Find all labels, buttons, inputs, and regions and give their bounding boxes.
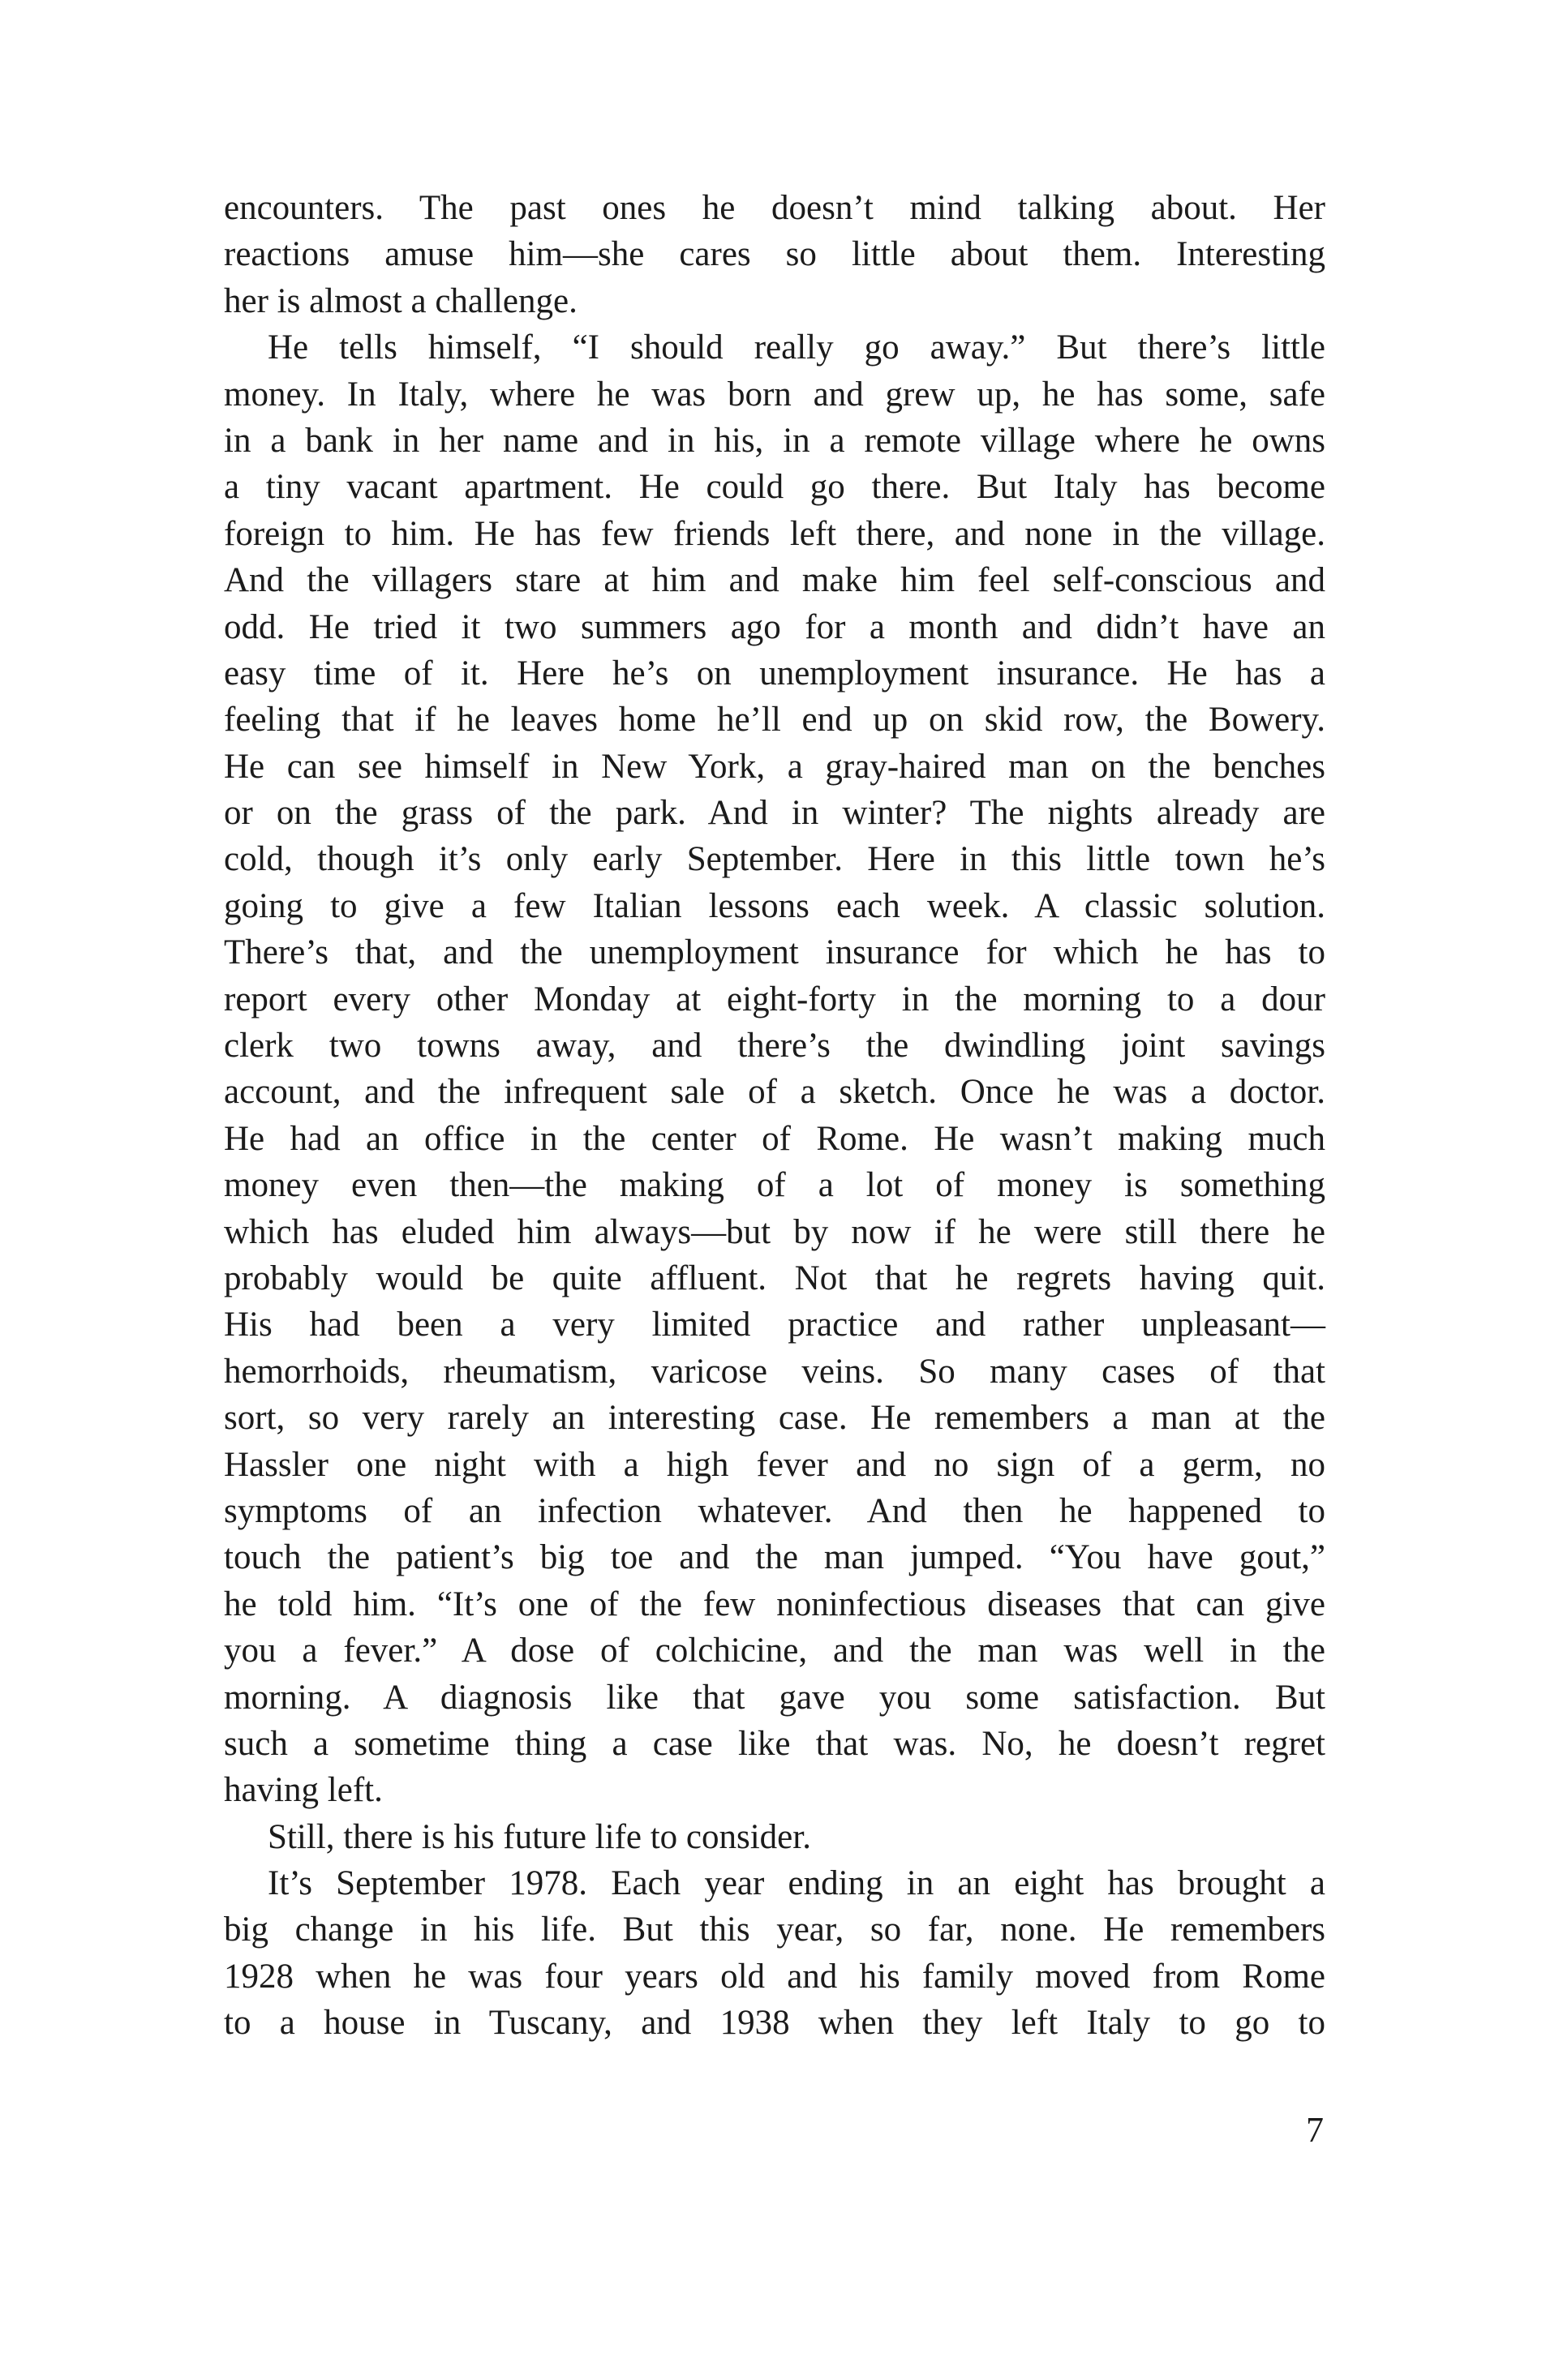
text-line-32: you a fever.” A dose of colchicine, and the man was well in the	[224, 1632, 1325, 1670]
text-line-23: which has eluded him always—but by now if he were still there he	[224, 1212, 1325, 1251]
text-line-6: in a bank in her name and in his, in a remote village where he owns	[224, 421, 1325, 460]
text-line-13: He can see himself in New York, a gray-haired man on the benches	[224, 747, 1325, 786]
text-line-9: And the villagers stare at him and make him feel self-conscious and	[224, 561, 1325, 600]
text-line-38: big change in his life. But this year, so far, none. He remembers	[224, 1910, 1325, 1949]
body-text	[224, 185, 1325, 2047]
text-line-11: easy time of it. Here he’s on unemployment insurance. He has a	[224, 654, 1325, 693]
text-line-14: or on the grass of the park. And in winter? The nights already are	[224, 794, 1325, 833]
text-line-17: There’s that, and the unemployment insurance for which he has to	[224, 933, 1325, 972]
text-line-3: her is almost a challenge.	[224, 281, 578, 320]
text-line-29: symptoms of an infection whatever. And then he happened to	[224, 1491, 1325, 1530]
text-line-31: he told him. “It’s one of the few noninfectious diseases that can give	[224, 1585, 1325, 1623]
text-line-25: His had been a very limited practice and rather unpleasant—	[224, 1306, 1325, 1344]
text-line-34: such a sometime thing a case like that was. No, he doesn’t regret	[224, 1724, 1325, 1763]
text-line-5: money. In Italy, where he was born and grew up, he has some, safe	[224, 375, 1325, 414]
text-line-20: account, and the infrequent sale of a sketch. Once he was a doctor.	[224, 1073, 1325, 1112]
text-line-18: report every other Monday at eight-forty in the morning to a dour	[224, 980, 1325, 1018]
text-line-30: touch the patient’s big toe and the man jumped. “You have gout,”	[224, 1538, 1325, 1577]
text-line-26: hemorrhoids, rheumatism, varicose veins. So many cases of that	[224, 1352, 1325, 1391]
text-line-4: He tells himself, “I should really go away.” But there’s little	[268, 328, 1325, 367]
text-line-24: probably would be quite affluent. Not that he regrets having quit.	[224, 1259, 1325, 1297]
text-line-10: odd. He tried it two summers ago for a month and didn’t have an	[224, 607, 1325, 646]
text-line-15: cold, though it’s only early September. Here in this little town he’s	[224, 840, 1325, 879]
text-line-40: to a house in Tuscany, and 1938 when they left Italy to go to	[224, 2004, 1325, 2043]
text-line-21: He had an office in the center of Rome. He wasn’t making much	[224, 1119, 1325, 1158]
text-line-27: sort, so very rarely an interesting case. He remembers a man at the	[224, 1399, 1325, 1438]
text-line-19: clerk two towns away, and there’s the dwindling joint savings	[224, 1027, 1325, 1066]
page-number: 7	[1306, 2110, 1324, 2150]
text-line-28: Hassler one night with a high fever and no sign of a germ, no	[224, 1445, 1325, 1484]
text-line-37: It’s September 1978. Each year ending in an eight has brought a	[268, 1864, 1325, 1903]
text-line-7: a tiny vacant apartment. He could go there. But Italy has become	[224, 468, 1325, 507]
text-line-12: feeling that if he leaves home he’ll end up on skid row, the Bowery.	[224, 701, 1325, 740]
text-line-39: 1928 when he was four years old and his family moved from Rome	[224, 1957, 1325, 1996]
text-line-16: going to give a few Italian lessons each week. A classic solution.	[224, 886, 1325, 925]
text-line-8: foreign to him. He has few friends left there, and none in the village.	[224, 514, 1325, 553]
text-line-1: encounters. The past ones he doesn’t mind talking about. Her	[224, 189, 1325, 227]
text-line-36: Still, there is his future life to consider.	[268, 1817, 811, 1856]
text-line-2: reactions amuse him—she cares so little about them. Interesting	[224, 235, 1325, 274]
text-line-35: having left.	[224, 1771, 383, 1810]
text-line-22: money even then—the making of a lot of money is something	[224, 1166, 1325, 1205]
text-line-33: morning. A diagnosis like that gave you some satisfaction. But	[224, 1678, 1325, 1717]
